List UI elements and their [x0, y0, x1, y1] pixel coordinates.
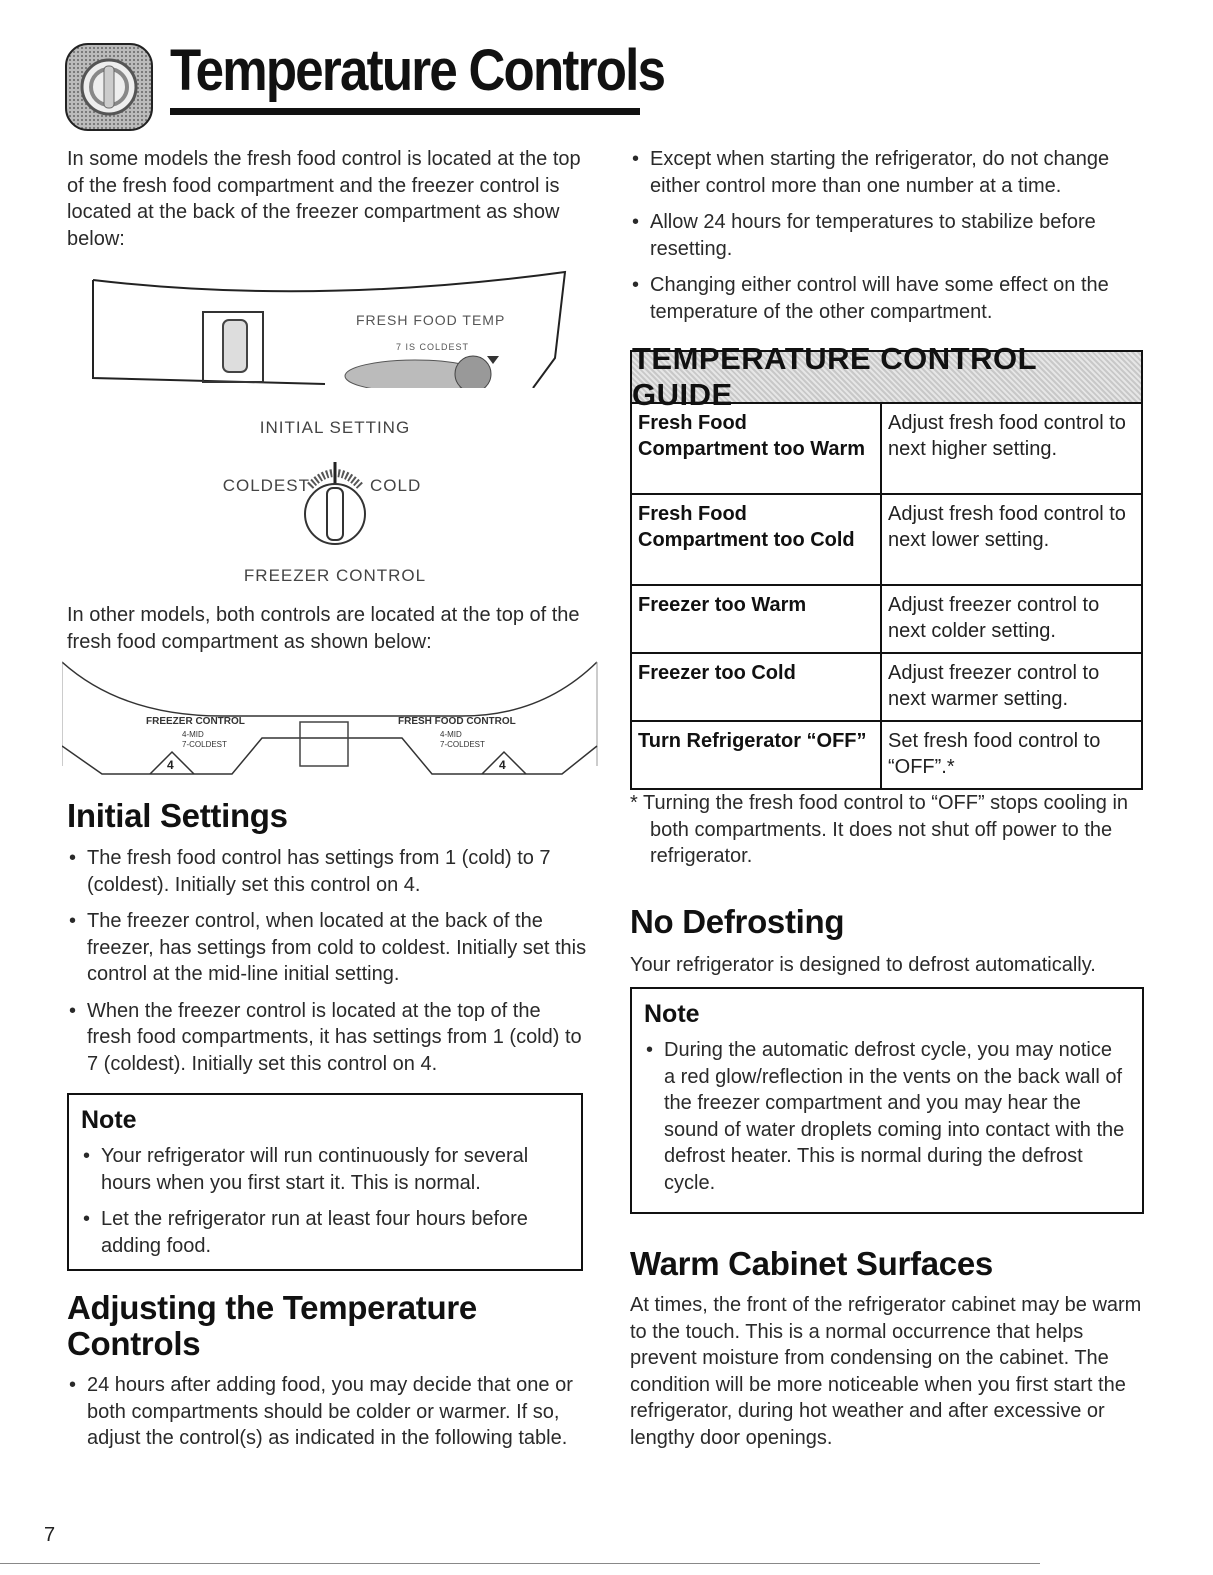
freezer-dial-icon — [300, 456, 370, 556]
page-number: 7 — [44, 1524, 56, 1546]
warm-cabinet-heading: Warm Cabinet Surfaces — [630, 1245, 993, 1282]
list-item: • Changing either control will have some effect on the temperature of the other compartment. — [630, 272, 1145, 325]
note-box-startup — [67, 1093, 583, 1271]
guide-title-bar — [630, 341, 1143, 412]
table-row — [631, 653, 1142, 721]
guide-table — [630, 402, 1143, 790]
adjusting-heading: Adjusting the Temperature Controls — [67, 1289, 477, 1362]
list-item: • Except when starting the refrigerator, do not change either control more than one number at a time. — [630, 146, 1145, 199]
guide-action: Adjust fresh food control to next lower setting. — [881, 494, 1142, 585]
fresh-coldest-label: 7-COLDEST — [440, 740, 485, 749]
guide-condition: Fresh Food Compartment too Warm — [631, 403, 881, 494]
freezer-dial-number: 4 — [167, 758, 174, 772]
freezer-coldest-label: 7-COLDEST — [182, 740, 227, 749]
intro-paragraph: In some models the fresh food control is located at the top of the fresh food compartment and the freezer control is located at the back of the freezer compartment as show below: — [67, 148, 581, 250]
list-item: • Let the refrigerator run at least four hours before adding food. — [81, 1206, 567, 1259]
guide-condition: Freezer too Cold — [631, 653, 881, 721]
note-title: Note — [81, 1106, 137, 1134]
list-item: • The fresh food control has settings from 1 (cold) to 7 (coldest). Initially set this control on 4. — [67, 845, 587, 898]
freezer-control-label: FREEZER CONTROL — [146, 716, 245, 727]
guide-action: Adjust freezer control to next warmer setting. — [881, 653, 1142, 721]
table-row — [631, 494, 1142, 585]
list-item: • The freezer control, when located at the back of the freezer, has settings from cold to coldest. Initially set this control at the mid-line initial setting. — [67, 908, 587, 988]
note-title: Note — [644, 1000, 700, 1028]
guide-title: TEMPERATURE CONTROL GUIDE — [632, 341, 1037, 412]
fresh-dial-number: 4 — [499, 758, 506, 772]
freezer-control-caption: FREEZER CONTROL — [243, 566, 427, 585]
list-item: • During the automatic defrost cycle, you may notice a red glow/reflection in the vents on the back wall of the freezer compartment and you may hear the sound of water droplets coming into contact with the defrost heater. This is normal during the defrost cycle. — [644, 1037, 1128, 1196]
right-bullets — [630, 146, 1145, 325]
table-row — [631, 721, 1142, 789]
header-icon — [64, 42, 154, 132]
guide-action: Adjust fresh food control to next higher setting. — [881, 403, 1142, 494]
adjusting-list — [67, 1372, 587, 1452]
guide-action: Set fresh food control to “OFF”.* — [881, 721, 1142, 789]
off-footnote: * Turning the fresh food control to “OFF” stops cooling in both compartments. It does not shut off power to the refrigerator. — [630, 792, 1129, 867]
warm-cabinet-text: At times, the front of the refrigerator cabinet may be warm to the touch. This is a normal occurrence that helps prevent moisture from condensing on the cabinet. The condition will be more noticeable when you first start the refrigerator, during hot weather and after excessive or lengthy door openings. — [630, 1294, 1142, 1449]
note-box-defrost — [630, 987, 1144, 1214]
fresh-food-control-figure — [85, 268, 575, 388]
guide-condition: Freezer too Warm — [631, 585, 881, 653]
page-title: Temperature Controls — [170, 38, 665, 103]
table-row — [631, 403, 1142, 494]
list-item: • Allow 24 hours for temperatures to stabilize before resetting. — [630, 209, 1145, 262]
guide-condition: Turn Refrigerator “OFF” — [631, 721, 881, 789]
guide-action: Adjust freezer control to next colder setting. — [881, 585, 1142, 653]
initial-settings-list — [67, 845, 587, 1077]
list-item: • Your refrigerator will run continuously for several hours when you first start it. This is normal. — [81, 1143, 567, 1196]
list-item: • When the freezer control is located at the top of the fresh food compartments, it has settings from 1 (cold) to 7 (coldest). Initially set this control on 4. — [67, 998, 587, 1078]
fresh-food-control-label: FRESH FOOD CONTROL — [398, 716, 516, 727]
initial-setting-label: INITIAL SETTING — [259, 418, 411, 437]
title-underline — [170, 108, 640, 115]
fresh-food-temp-label: FRESH FOOD TEMP — [356, 312, 506, 328]
temperature-control-guide — [630, 341, 1143, 790]
cold-label: COLD — [370, 476, 422, 495]
initial-settings-heading: Initial Settings — [67, 797, 288, 834]
no-defrosting-heading: No Defrosting — [630, 903, 845, 940]
table-row — [631, 585, 1142, 653]
no-defrosting-text: Your refrigerator is designed to defrost automatically. — [630, 954, 1096, 976]
dual-control-figure — [62, 656, 602, 776]
freezer-mid-label: 4-MID — [182, 730, 204, 739]
other-models-paragraph: In other models, both controls are located at the top of the fresh food compartment as shown below: — [67, 604, 580, 653]
footer-rule — [0, 1563, 1040, 1564]
fresh-food-temp-sublabel: 7 IS COLDEST — [396, 342, 470, 352]
list-item: • 24 hours after adding food, you may decide that one or both compartments should be colder or warmer. If so, adjust the control(s) as indicated in the following table. — [67, 1372, 587, 1452]
guide-condition: Fresh Food Compartment too Cold — [631, 494, 881, 585]
coldest-label: COLDEST — [222, 476, 310, 495]
fresh-mid-label: 4-MID — [440, 730, 462, 739]
